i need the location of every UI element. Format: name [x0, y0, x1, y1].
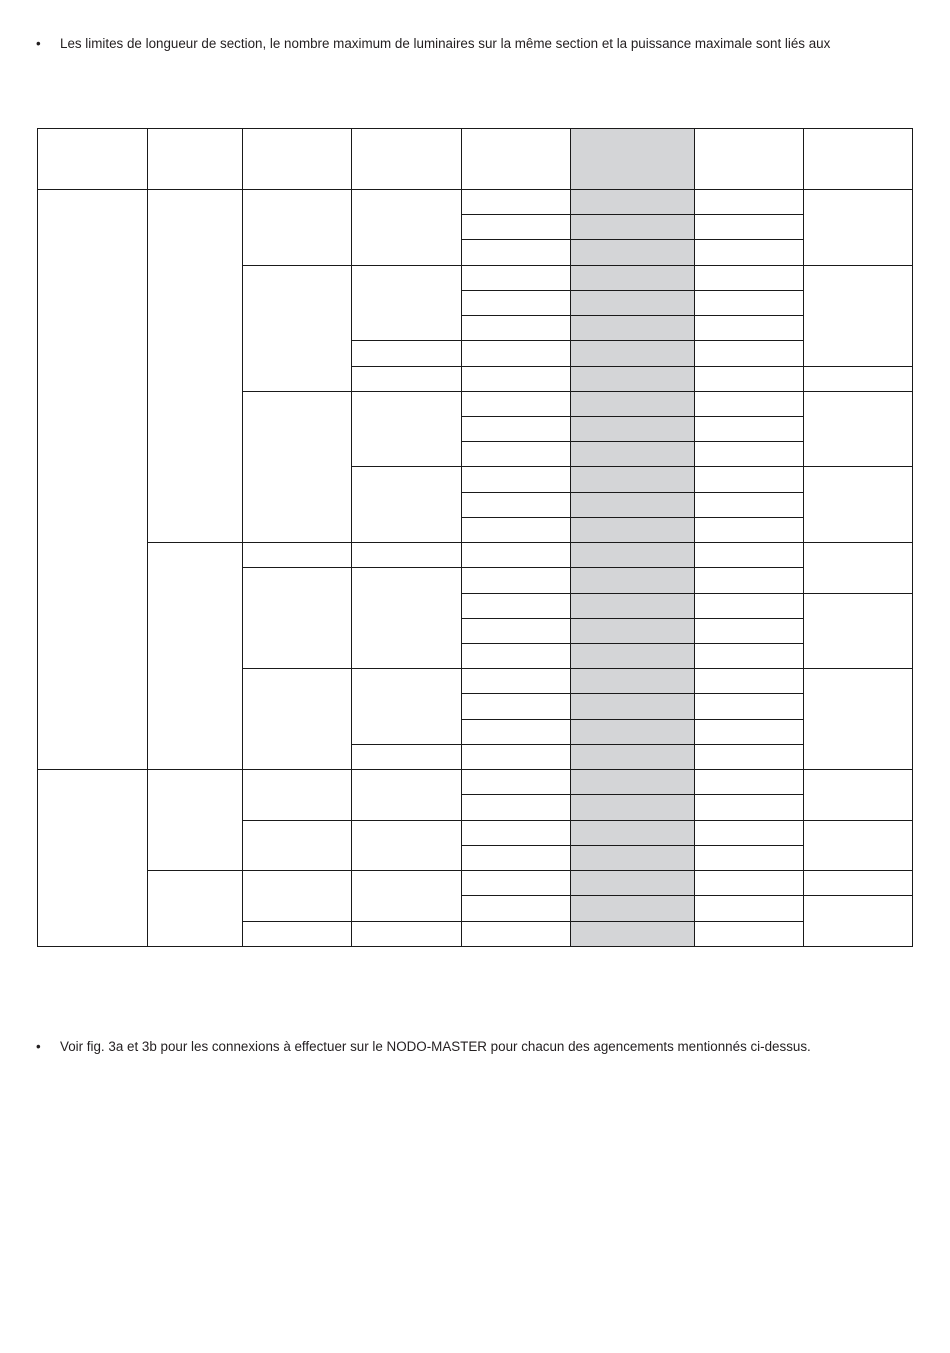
row-divider	[461, 845, 803, 846]
row-divider	[351, 744, 803, 745]
column-divider	[242, 128, 243, 947]
row-divider	[242, 921, 803, 922]
row-divider	[461, 315, 803, 316]
column-divider	[461, 128, 462, 947]
column-divider	[803, 128, 804, 947]
row-divider	[461, 239, 803, 240]
row-divider	[461, 618, 803, 619]
row-divider	[351, 340, 803, 341]
row-divider	[242, 668, 913, 669]
row-divider	[351, 466, 913, 467]
table-border-bottom	[37, 946, 913, 947]
row-divider	[461, 895, 913, 896]
row-divider	[461, 794, 803, 795]
table-border-left	[37, 128, 38, 947]
row-divider	[461, 441, 803, 442]
row-divider	[147, 870, 913, 871]
table-border-top	[37, 128, 913, 129]
row-divider	[461, 693, 803, 694]
row-divider	[147, 542, 913, 543]
row-divider	[351, 366, 913, 367]
bullet-text: Les limites de longueur de section, le nombre maximum de luminaires sur la même section et la puissance maximale sont liés aux	[60, 36, 831, 51]
row-divider	[461, 593, 913, 594]
bullet-marker: •	[36, 1039, 41, 1054]
row-divider	[242, 820, 913, 821]
column-divider	[694, 128, 695, 947]
row-divider	[461, 416, 803, 417]
row-divider	[242, 391, 913, 392]
highlighted-column	[570, 128, 694, 947]
row-divider	[461, 719, 803, 720]
bullet-marker: •	[36, 36, 41, 51]
row-divider	[461, 214, 803, 215]
column-divider	[147, 128, 148, 947]
header-separator	[37, 189, 913, 190]
column-divider	[570, 128, 571, 947]
row-divider	[242, 265, 913, 266]
column-divider	[351, 128, 352, 947]
configuration-table	[37, 128, 913, 947]
row-divider	[461, 290, 803, 291]
table-border-right	[912, 128, 913, 947]
row-divider	[461, 643, 803, 644]
row-divider	[242, 567, 803, 568]
row-divider	[461, 517, 803, 518]
row-divider	[37, 769, 913, 770]
bullet-text: Voir fig. 3a et 3b pour les connexions à effectuer sur le NODO-MASTER pour chacun des agencements mentionnés ci-dessus.	[60, 1039, 811, 1054]
row-divider	[461, 492, 803, 493]
